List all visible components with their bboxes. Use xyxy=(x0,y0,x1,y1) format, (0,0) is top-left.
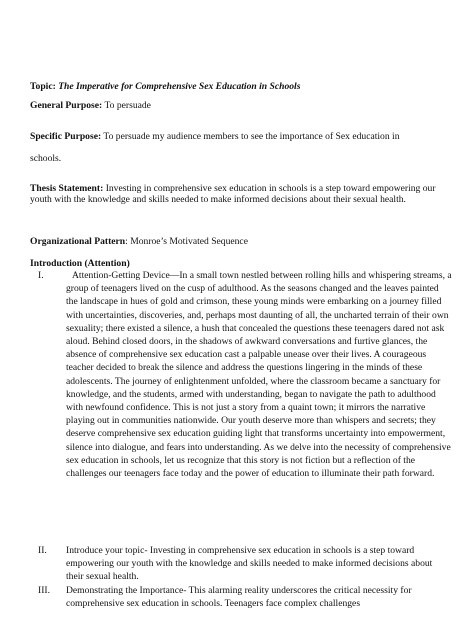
thesis-statement xyxy=(30,183,450,205)
topic-line xyxy=(30,81,300,92)
specific-purpose-line xyxy=(30,131,400,142)
general-purpose-line xyxy=(30,100,151,111)
list-item-text: Introduce your topic- Investing in comprehensive sex education in schools is a step toward empowering our youth with the knowledge and skills needed to make informed decisions about their sexual health. xyxy=(66,545,433,583)
thesis-label: Thesis Statement: xyxy=(30,183,104,194)
organizational-pattern-line xyxy=(30,236,248,247)
specific-purpose-label: Specific Purpose: xyxy=(30,131,102,142)
organizational-pattern-value: : Monroe’s Motivated Sequence xyxy=(125,236,248,247)
general-purpose-value: To persuade xyxy=(104,100,151,111)
list-item-numeral: III. xyxy=(38,585,50,596)
specific-purpose-value-line1: To persuade my audience members to see the importance of Sex education in xyxy=(103,131,400,142)
list-item-numeral: I. xyxy=(38,270,44,281)
organizational-pattern-label: Organizational Pattern xyxy=(30,236,126,247)
introduction-heading: Introduction (Attention) xyxy=(30,258,130,269)
general-purpose-label: General Purpose: xyxy=(30,100,103,111)
list-item-numeral: II. xyxy=(38,545,47,556)
topic-value: The Imperative for Comprehensive Sex Education in Schools xyxy=(58,81,301,92)
list-item-text: Attention-Getting Device—In a small town nestled between rolling hills and whispering streams, a group of teenagers lived on the cusp of adulthood. As the seasons changed and the leaves painted the landscape in hues of gold and crimson, these young minds were embarking on a journey filled with uncertainties, discoveries, and, perhaps most daunting of all, the uncharted terrain of their own sexuality; there existed a silence, a hush that concealed the questions these teenagers dared not ask aloud. Behind closed doors, in the shadows of awkward conversations and furtive glances, the absence of comprehensive sex education cast a palpable unease over their lives. A courageous teacher decided to break the silence and address the questions lingering in the minds of these adolescents. The journey of enlightenment unfolded, where the classroom became a sanctuary for knowledge, and the students, armed with understanding, began to navigate the path to adulthood with newfound confidence. This is not just a story from a quaint town; it mirrors the narrative playing out in communities nationwide. Our youth deserve more than whispers and secrets; they deserve comprehensive sex education guiding light that transforms uncertainty into empowerment, silence into dialogue, and fears into understanding. As we delve into the necessity of comprehensive sex education in schools, let us recognize that this story is not fiction but a reflection of the challenges our teenagers face today and the power of education to illuminate their path forward. xyxy=(66,270,452,480)
specific-purpose-value-line2: schools. xyxy=(30,153,62,164)
specific-purpose-continuation xyxy=(30,153,61,164)
list-item-text: Demonstrating the Importance- This alarming reality underscores the critical necessity for comprehensive sex education in schools. Teenagers face complex challenges xyxy=(66,585,412,610)
topic-label: Topic: xyxy=(30,81,56,92)
thesis-value: Investing in comprehensive sex education in schools is a step toward empowering our youth with the knowledge and skills needed to make informed decisions about their sexual health. xyxy=(30,183,436,205)
